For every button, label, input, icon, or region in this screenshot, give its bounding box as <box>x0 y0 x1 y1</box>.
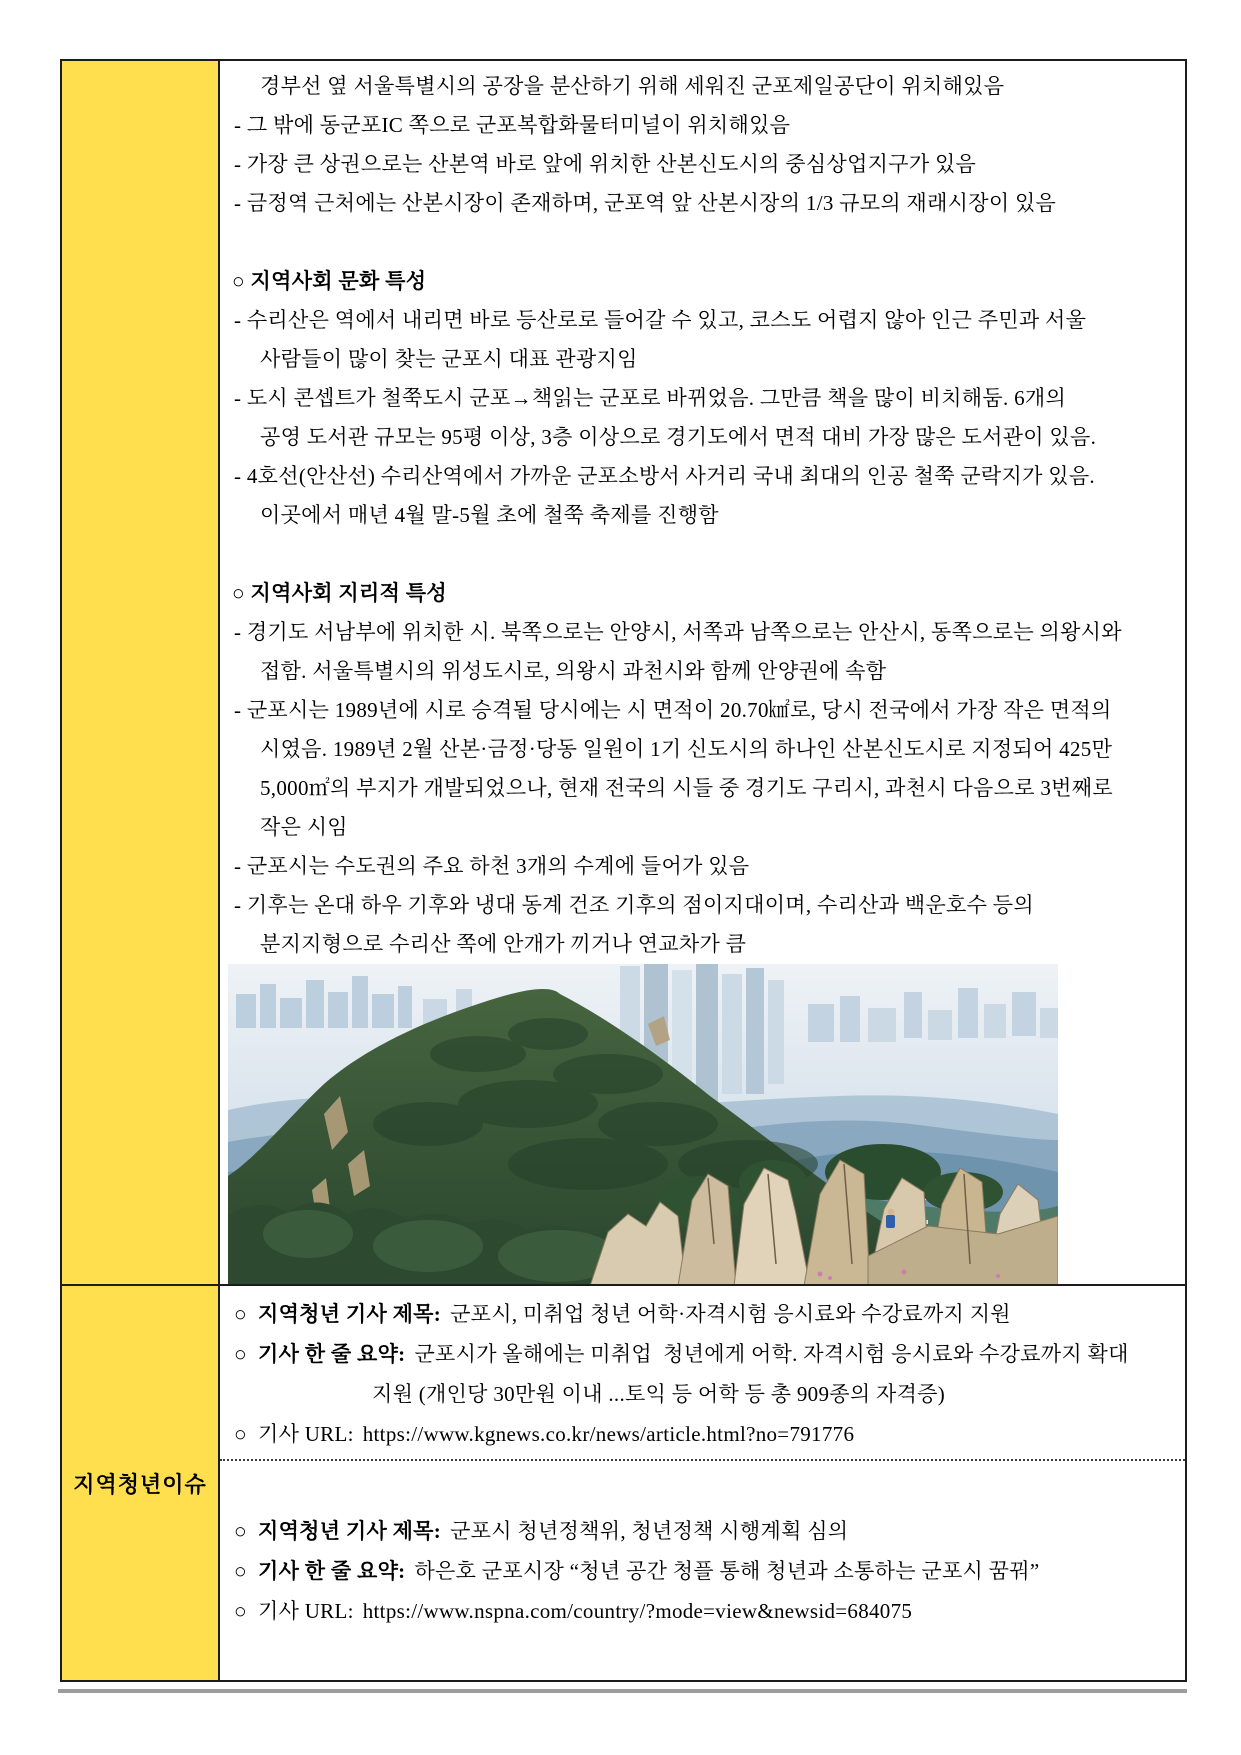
text-line: 작은 시임 <box>260 815 348 839</box>
row2-content-cell <box>220 1286 1185 1680</box>
article1-summary-label: 기사 한 줄 요약: <box>257 1342 406 1366</box>
section-heading-geography: ○ 지역사회 지리적 특성 <box>232 581 447 605</box>
section-heading-culture: ○ 지역사회 문화 특성 <box>232 269 427 293</box>
article1-url-line <box>220 1414 1185 1454</box>
article2-title-line <box>220 1511 1185 1551</box>
blank-line <box>220 535 1185 574</box>
article2-summary-line <box>220 1551 1185 1591</box>
article1-url-text: https://www.kgnews.co.kr/news/article.html?no=791776 <box>362 1422 855 1446</box>
text-line: 경부선 옆 서울특별시의 공장을 분산하기 위해 세워진 군포제일공단이 위치해있음 <box>260 74 1005 98</box>
text-line: 분지지형으로 수리산 쪽에 안개가 끼거나 연교차가 큼 <box>260 932 747 956</box>
article1-title-label: 지역청년 기사 제목: <box>257 1302 442 1326</box>
article2-url-text: https://www.nspna.com/country/?mode=view&newsid=684075 <box>362 1599 913 1623</box>
row2-label: 지역청년이슈 <box>73 1471 207 1497</box>
text-line: - 도시 콘셉트가 철쭉도시 군포→책읽는 군포로 바뀌었음. 그만큼 책을 많이 비치해둠. 6개의 <box>234 386 1067 410</box>
circle-bullet: ○ <box>234 1519 247 1543</box>
row-spacer <box>220 1461 1185 1511</box>
circle-bullet: ○ <box>234 1599 247 1623</box>
text-line: - 군포시는 수도권의 주요 하천 3개의 수계에 들어가 있음 <box>234 854 750 878</box>
circle-bullet: ○ <box>234 1302 247 1326</box>
text-line: 공영 도서관 규모는 95평 이상, 3층 이상으로 경기도에서 면적 대비 가장 많은 도서관이 있음. <box>260 425 1097 449</box>
text-line: - 그 밖에 동군포IC 쪽으로 군포복합화물터미널이 위치해있음 <box>234 113 791 137</box>
text-line: - 경기도 서남부에 위치한 시. 북쪽으로는 안양시, 서쪽과 남쪽으로는 안산시, 동쪽으로는 의왕시와 <box>234 620 1122 644</box>
article2-title-text: 군포시 청년정책위, 청년정책 시행계획 심의 <box>450 1519 849 1543</box>
row1-label-cell <box>62 61 220 1286</box>
article2-url-line <box>220 1591 1185 1631</box>
text-line: - 4호선(안산선) 수리산역에서 가까운 군포소방서 사거리 국내 최대의 인공 철쭉 군락지가 있음. <box>234 464 1095 488</box>
text-line: - 수리산은 역에서 내리면 바로 등산로로 들어갈 수 있고, 코스도 어렵지 않아 인근 주민과 서울 <box>234 308 1087 332</box>
article1-title-text: 군포시, 미취업 청년 어학·자격시험 응시료와 수강료까지 지원 <box>450 1302 1011 1326</box>
article2-summary-label: 기사 한 줄 요약: <box>257 1559 406 1583</box>
text-line: 접함. 서울특별시의 위성도시로, 의왕시 과천시와 함께 안양권에 속함 <box>260 659 887 683</box>
table-bottom-shadow <box>58 1689 1187 1693</box>
article2-title-label: 지역청년 기사 제목: <box>257 1519 442 1543</box>
circle-bullet: ○ <box>234 1559 247 1583</box>
mountain-photo <box>228 964 1058 1286</box>
article2-summary-text: 하은호 군포시장 “청년 공간 청플 통해 청년과 소통하는 군포시 꿈꿔” <box>414 1559 1040 1583</box>
text-line: 시였음. 1989년 2월 산본·금정·당동 일원이 1기 신도시의 하나인 산본신도시로 지정되어 425만 <box>260 737 1113 761</box>
article1-summary-continuation: 지원 (개인당 30만원 이내 ...토익 등 어학 등 총 909종의 자격증) <box>372 1382 946 1406</box>
article1-title-line <box>220 1294 1185 1334</box>
row1-content-cell <box>220 61 1185 1286</box>
blank-line <box>220 223 1185 262</box>
article1-url-label: 기사 URL: <box>257 1422 354 1446</box>
article1-summary-line <box>220 1334 1185 1374</box>
text-line: - 가장 큰 상권으로는 산본역 바로 앞에 위치한 산본신도시의 중심상업지구가 있음 <box>234 152 977 176</box>
text-line: - 기후는 온대 하우 기후와 냉대 동계 건조 기후의 점이지대이며, 수리산과 백운호수 등의 <box>234 893 1034 917</box>
mountain-photo-graphic <box>228 964 1058 1286</box>
info-table <box>60 59 1187 1682</box>
circle-bullet: ○ <box>234 1342 247 1366</box>
article2-url-label: 기사 URL: <box>257 1599 354 1623</box>
text-line: - 군포시는 1989년에 시로 승격될 당시에는 시 면적이 20.70㎢로, 당시 전국에서 가장 작은 면적의 <box>234 698 1112 722</box>
text-line: 이곳에서 매년 4월 말-5월 초에 철쭉 축제를 진행함 <box>260 503 719 527</box>
article1-summary-text: 군포시가 올해에는 미취업 청년에게 어학. 자격시험 응시료와 수강료까지 확대 <box>414 1342 1129 1366</box>
circle-bullet: ○ <box>234 1422 247 1446</box>
row2-label-cell <box>62 1286 220 1680</box>
text-line: - 금정역 근처에는 산본시장이 존재하며, 군포역 앞 산본시장의 1/3 규모의 재래시장이 있음 <box>234 191 1057 215</box>
text-line: 사람들이 많이 찾는 군포시 대표 관광지임 <box>260 347 638 371</box>
text-line: 5,000㎡의 부지가 개발되었으나, 현재 전국의 시들 중 경기도 구리시, 과천시 다음으로 3번째로 <box>260 776 1113 800</box>
